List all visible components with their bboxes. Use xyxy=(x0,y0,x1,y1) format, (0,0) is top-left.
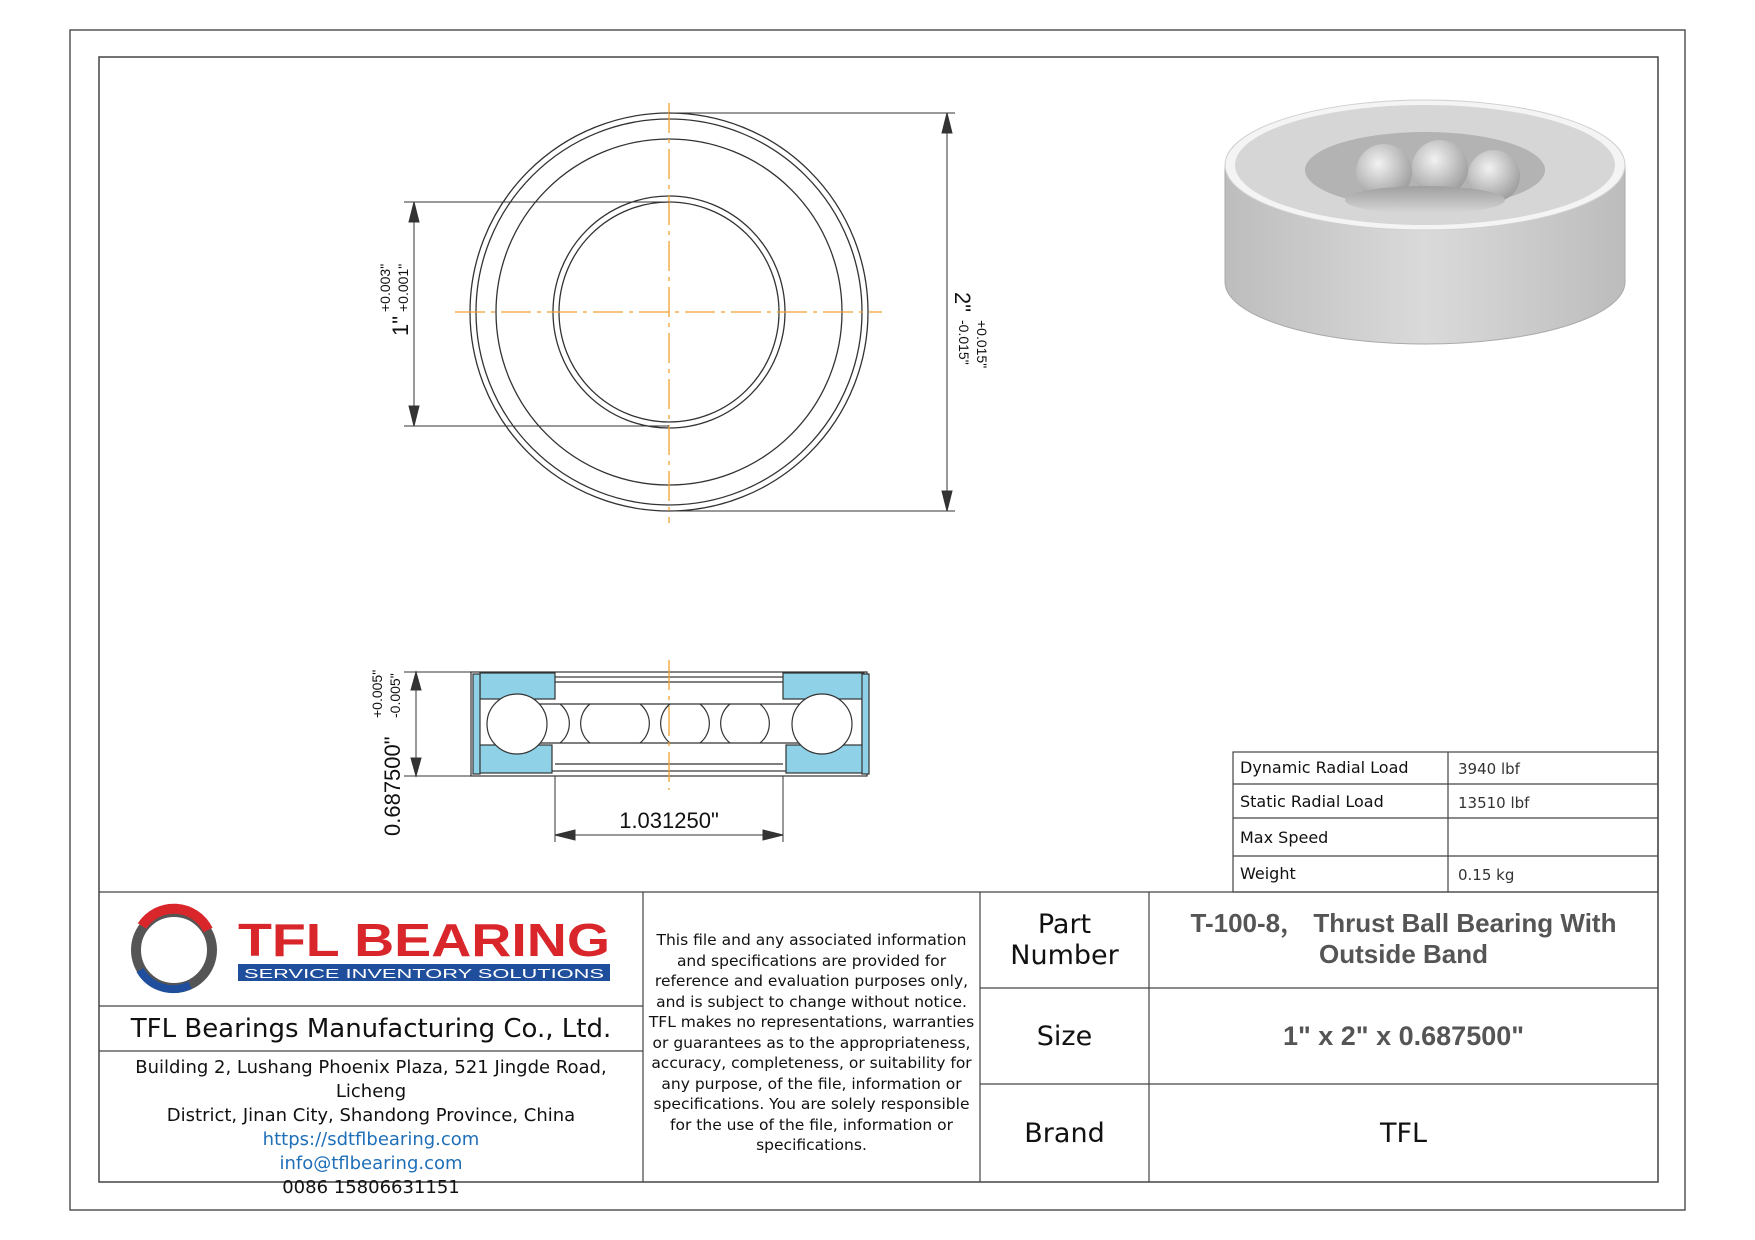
right-band-section xyxy=(862,674,869,774)
bore-dim-label: 1" xyxy=(388,315,413,336)
email-link[interactable]: info@tflbearing.com xyxy=(279,1153,463,1174)
height-dimension xyxy=(404,672,471,776)
front-centerlines xyxy=(455,103,882,523)
logo-name: TFL BEARING xyxy=(238,914,610,966)
address-line-2: District, Jinan City, Shandong Province, China xyxy=(166,1105,576,1126)
height-tol-upper: +0.005" xyxy=(369,669,385,718)
address-line-1: Building 2, Lushang Phoenix Plaza, 521 Jingde Road, Licheng xyxy=(135,1057,607,1102)
disclaimer-line: any purpose, of the file, information or xyxy=(661,1074,962,1093)
bore-tol-lower: +0.001" xyxy=(395,263,411,312)
outer-tol-upper: +0.015" xyxy=(974,320,990,369)
pitch-dim-label: 1.031250" xyxy=(619,808,719,833)
spec-label-static-load: Static Radial Load xyxy=(1240,792,1384,811)
part-number-value xyxy=(1149,908,1658,970)
disclaimer-line: specifications. You are solely responsible xyxy=(653,1095,970,1113)
outer-tol-lower: -0.015" xyxy=(956,320,972,365)
part-number-line-1: T-100-8， Thrust Ball Bearing With xyxy=(1190,908,1617,938)
disclaimer-line: This file and any associated information xyxy=(656,931,967,949)
spec-label-max-speed: Max Speed xyxy=(1240,828,1329,847)
spec-label-dynamic-load: Dynamic Radial Load xyxy=(1240,758,1409,777)
logo-tagline: SERVICE INVENTORY SOLUTIONS xyxy=(244,966,605,981)
spec-value-static-load: 13510 lbf xyxy=(1458,794,1530,812)
disclaimer-line: and specifications are provided for xyxy=(676,951,947,970)
bore-tol-upper: +0.003" xyxy=(377,263,393,312)
disclaimer-line: and is subject to change without notice. xyxy=(656,992,967,1011)
section-ball-left xyxy=(487,694,547,754)
section-view xyxy=(471,672,869,776)
size-value: 1" x 2" x 0.687500" xyxy=(1282,1020,1525,1051)
height-dim-label: 0.687500" xyxy=(380,736,405,836)
company-contact xyxy=(99,1056,643,1200)
outer-dim-label: 2" xyxy=(950,292,975,313)
part-number-line-2: Outside Band xyxy=(1318,939,1488,969)
part-number-label: Part Number xyxy=(1010,909,1119,971)
bore-dimension xyxy=(404,202,669,426)
spec-value-dynamic-load: 3940 lbf xyxy=(1458,760,1520,778)
disclaimer-line: reference and evaluation purposes only, xyxy=(654,972,969,990)
disclaimer-line: specifications. xyxy=(756,1136,867,1154)
left-band-section xyxy=(473,674,480,774)
website-link[interactable]: https://sdtflbearing.com xyxy=(262,1129,480,1150)
disclaimer xyxy=(643,930,980,1156)
disclaimer-line: TFL makes no representations, warranties xyxy=(648,1013,975,1031)
bearing-render xyxy=(1225,100,1625,344)
disclaimer-line: for the use of the file, information or xyxy=(670,1115,953,1134)
section-ball-right xyxy=(792,694,852,754)
company-name: TFL Bearings Manufacturing Co., Ltd. xyxy=(130,1013,612,1044)
brand-value: TFL xyxy=(1379,1117,1428,1149)
brand-label: Brand xyxy=(1024,1117,1105,1149)
disclaimer-line: accuracy, completeness, or suitability for xyxy=(651,1054,972,1072)
phone-number: 0086 15806631151 xyxy=(282,1177,460,1198)
disclaimer-line: or guarantees as to the appropriateness, xyxy=(652,1033,971,1052)
height-tol-lower: -0.005" xyxy=(387,673,403,718)
spec-label-weight: Weight xyxy=(1240,864,1296,883)
spec-value-weight: 0.15 kg xyxy=(1458,866,1515,884)
size-label: Size xyxy=(1036,1020,1093,1052)
